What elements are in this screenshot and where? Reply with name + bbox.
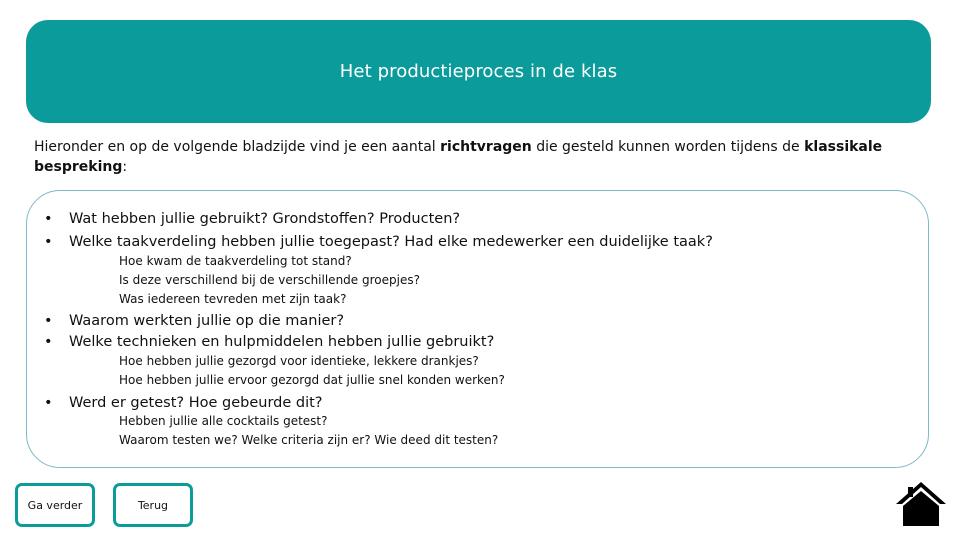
back-button-label: Terug — [137, 498, 169, 512]
back-button[interactable] — [113, 483, 193, 527]
sub-question: Waarom testen we? Welke criteria zijn er? Wie deed dit testen? — [119, 433, 499, 447]
sub-question: Hoe hebben jullie ervoor gezorgd dat jullie snel konden werken? — [119, 373, 505, 387]
sub-question: Is deze verschillend bij de verschillende groepjes? — [119, 273, 420, 287]
bullet: • — [44, 234, 53, 250]
question-text: Waarom werkten jullie op die manier? — [69, 313, 345, 329]
bullet: • — [44, 395, 53, 411]
sub-question: Hoe kwam de taakverdeling tot stand? — [119, 254, 352, 268]
bullet: • — [44, 334, 53, 350]
bullet: • — [44, 211, 53, 227]
sub-question: Hoe hebben jullie gezorgd voor identieke, lekkere drankjes? — [119, 354, 479, 368]
home-button[interactable] — [894, 480, 948, 528]
question-item — [44, 333, 494, 351]
next-button[interactable] — [15, 483, 95, 527]
question-text: Welke technieken en hulpmiddelen hebben jullie gebruikt? — [69, 334, 495, 350]
question-item — [44, 394, 323, 412]
question-text: Wat hebben jullie gebruikt? Grondstoffen? Producten? — [69, 211, 461, 227]
question-item — [44, 312, 344, 330]
intro-text — [34, 137, 914, 177]
sub-question: Hebben jullie alle cocktails getest? — [119, 414, 328, 428]
intro-bold-bespreking: bespreking — [34, 159, 123, 175]
question-item — [44, 233, 713, 251]
sub-question: Was iedereen tevreden met zijn taak? — [119, 292, 347, 306]
home-icon — [894, 480, 948, 528]
header-banner — [26, 20, 931, 123]
intro-bold-richtvragen: richtvragen — [440, 139, 532, 155]
intro-part1: Hieronder en op de volgende bladzijde vind je een aantal — [34, 139, 441, 155]
page-title: Het productieproces in de klas — [339, 61, 618, 82]
intro-part2: die gesteld kunnen worden tijdens de — [531, 139, 805, 155]
intro-bold-klassikale: klassikale — [804, 139, 883, 155]
question-text: Welke taakverdeling hebben jullie toegepast? Had elke medewerker een duidelijke taak? — [69, 234, 713, 250]
bullet: • — [44, 313, 53, 329]
next-button-label: Ga verder — [27, 498, 83, 512]
question-item — [44, 210, 460, 228]
intro-part3: : — [122, 159, 128, 175]
question-text: Werd er getest? Hoe gebeurde dit? — [69, 395, 323, 411]
